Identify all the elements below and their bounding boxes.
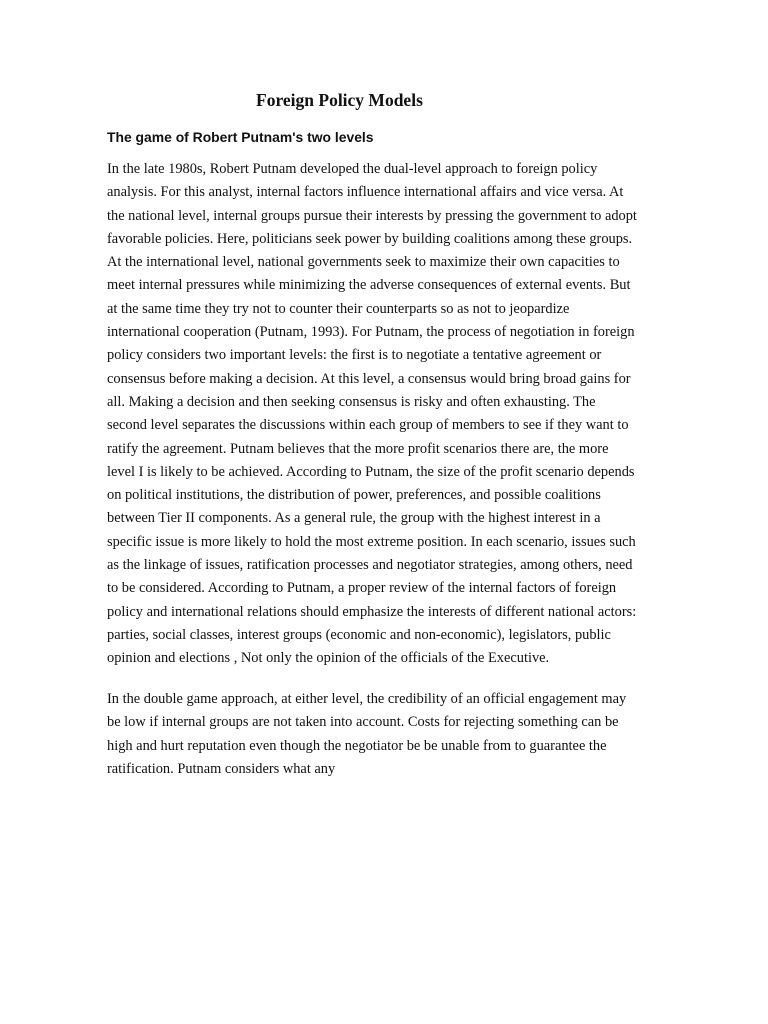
paragraph-line: the national level, internal groups pursue their interests by pressing the government to adopt (107, 207, 637, 224)
paragraph-line: policy considers two important levels: the first is to negotiate a tentative agreement or (107, 347, 602, 364)
paragraph-line: be low if internal groups are not taken into account. Costs for rejecting something can be (107, 714, 619, 731)
paragraph-line: At the international level, national governments seek to maximize their own capacities to (107, 254, 620, 271)
section-heading: The game of Robert Putnam's two levels (107, 129, 374, 145)
paragraph-line: level I is likely to be achieved. According to Putnam, the size of the profit scenario depends (107, 463, 635, 480)
paragraph-line: ratify the agreement. Putnam believes that the more profit scenarios there are, the more (107, 440, 609, 457)
paragraph-line: consensus before making a decision. At this level, a consensus would bring broad gains for (107, 370, 631, 387)
document-title: Foreign Policy Models (256, 90, 423, 110)
paragraph-line: between Tier II components. As a general rule, the group with the highest interest in a (107, 510, 601, 527)
paragraph-line: parties, social classes, interest groups (economic and non-economic), legislators, public (107, 626, 611, 643)
paragraph-line: favorable policies. Here, politicians seek power by building coalitions among these groups. (107, 230, 633, 247)
paragraph-line: specific issue is more likely to hold the most extreme position. In each scenario, issues such (107, 533, 636, 550)
paragraph-line: analysis. For this analyst, internal factors influence international affairs and vice versa. At (107, 184, 624, 201)
paragraph-line: to be considered. According to Putnam, a proper review of the internal factors of foreign (107, 580, 617, 597)
paragraph-1 (107, 158, 667, 671)
paragraph-line: opinion and elections , Not only the opinion of the officials of the Executive. (107, 650, 550, 667)
paragraph-line: meet internal pressures while minimizing the adverse consequences of external events. But (107, 277, 631, 294)
paragraph-line: In the double game approach, at either level, the credibility of an official engagement may (107, 691, 627, 707)
paragraph-line: all. Making a decision and then seeking consensus is risky and often exhausting. The (107, 393, 596, 410)
paragraph-line: In the late 1980s, Robert Putnam developed the dual-level approach to foreign policy (107, 161, 598, 177)
paragraph-line: second level separates the discussions within each group of members to see if they want to (107, 417, 629, 434)
paragraph-line: at the same time they try not to counter their counterparts so as not to jeopardize (107, 300, 570, 317)
paragraph-line: ratification. Putnam considers what any (107, 760, 336, 777)
paragraph-line: international cooperation (Putnam, 1993). For Putnam, the process of negotiation in foreign (107, 324, 635, 341)
paragraph-line: policy and international relations should emphasize the interests of different national actors: (107, 603, 637, 620)
paragraph-line: high and hurt reputation even though the negotiator be be unable from to guarantee the (107, 737, 607, 754)
paragraph-line: as the linkage of issues, ratification processes and negotiator strategies, among others, need (107, 557, 633, 574)
paragraph-line: on political institutions, the distribution of power, preferences, and possible coalitions (107, 487, 601, 504)
paragraph-2 (107, 688, 667, 781)
